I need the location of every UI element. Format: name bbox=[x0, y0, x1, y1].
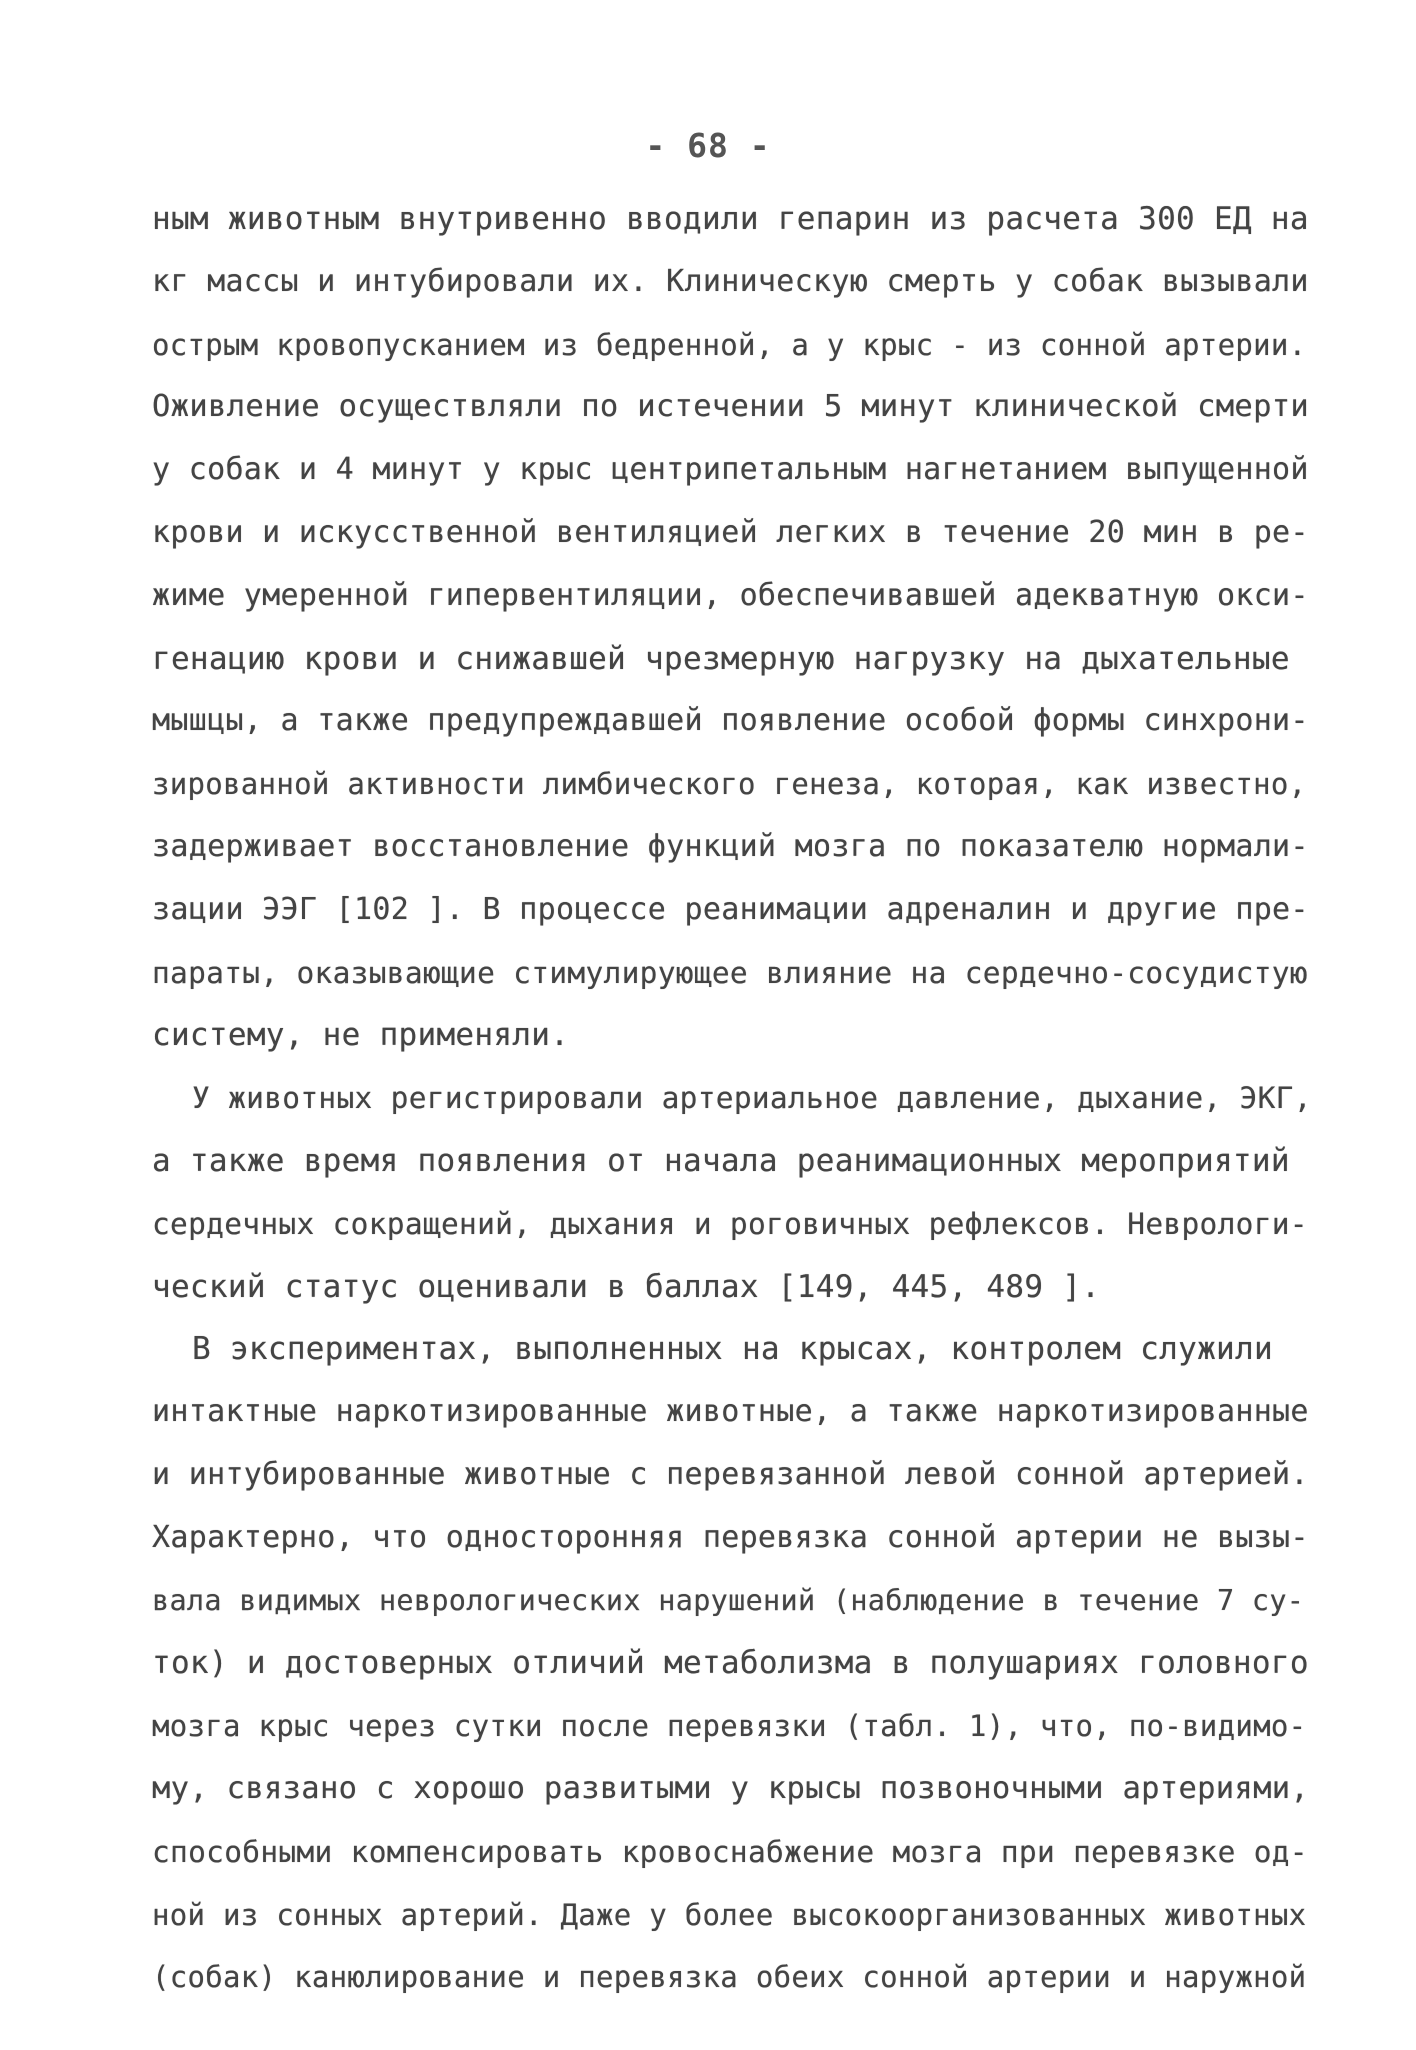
text-line: крови и искусственной вентиляцией легких в течение 20 мин в ре- bbox=[152, 514, 1309, 550]
text-line: острым кровопусканием из бедренной, а у крыс - из сонной артерии. bbox=[152, 327, 1307, 362]
text-line: зации ЭЭГ [102 ]. В процессе реанимации адреналин и другие пре- bbox=[152, 891, 1309, 927]
text-line: способными компенсировать кровоснабжение мозга при перевязке од- bbox=[152, 1834, 1308, 1869]
text-line: мозга крыс через сутки после перевязки (табл. 1), что, по-видимо- bbox=[152, 1709, 1307, 1744]
text-line: жиме умеренной гипервентиляции, обеспечивавшей адекватную окси- bbox=[152, 577, 1309, 613]
paragraph-start-line: В экспериментах, выполненных на крысах, контролем служили bbox=[192, 1331, 1273, 1368]
text-line: вала видимых неврологических нарушений (наблюдение в течение 7 су- bbox=[152, 1583, 1305, 1617]
text-line: ным животным внутривенно вводили гепарин из расчета 300 ЕД на bbox=[152, 201, 1309, 237]
text-line: (собак) канюлирование и перевязка обеих сонной артерии и наружной bbox=[152, 1960, 1307, 1995]
body-text bbox=[152, 188, 1312, 2009]
text-line: интактные наркотизированные животные, а также наркотизированные bbox=[152, 1394, 1309, 1430]
text-line: задерживает восстановление функций мозга по показателю нормали- bbox=[152, 828, 1309, 864]
text-line: ной из сонных артерий. Даже у более высокоорганизованных животных bbox=[152, 1897, 1307, 1932]
text-line: му, связано с хорошо развитыми у крысы позвоночными артериями, bbox=[152, 1770, 1310, 1806]
text-line: генацию крови и снижавшей чрезмерную нагрузку на дыхательные bbox=[152, 640, 1290, 677]
text-line: параты, оказывающие стимулирующее влияние на сердечно-сосудистую bbox=[152, 955, 1308, 990]
text-line: и интубированные животные с перевязанной левой сонной артерией. bbox=[152, 1456, 1309, 1492]
paragraph-start-line: У животных регистрировали артериальное давление, дыхание, ЭКГ, bbox=[192, 1081, 1312, 1116]
text-line: ческий статус оценивали в баллах [149, 445, 489 ]. bbox=[152, 1268, 1101, 1305]
text-line: зированной активности лимбического генеза, которая, как известно, bbox=[152, 767, 1307, 802]
text-line: кг массы и интубировали их. Клиническую смерть у собак вызывали bbox=[152, 263, 1309, 299]
page-number: - 68 - bbox=[645, 126, 771, 165]
text-line: Оживление осуществляли по истечении 5 минут клинической смерти bbox=[152, 389, 1310, 425]
text-line: а также время появления от начала реанимационных мероприятий bbox=[152, 1142, 1290, 1179]
text-line: сердечных сокращений, дыхания и роговичных рефлексов. Неврологи- bbox=[152, 1206, 1308, 1241]
text-line: Характерно, что односторонняя перевязка сонной артерии не вызы- bbox=[152, 1519, 1309, 1555]
text-line: мышцы, а также предупреждавшей появление особой формы синхрони- bbox=[152, 703, 1309, 739]
text-line: ток) и достоверных отличий метаболизма в полушариях головного bbox=[152, 1645, 1309, 1682]
text-line: у собак и 4 минут у крыс центрипетальным нагнетанием выпущенной bbox=[152, 452, 1309, 488]
text-line: систему, не применяли. bbox=[152, 1017, 570, 1054]
